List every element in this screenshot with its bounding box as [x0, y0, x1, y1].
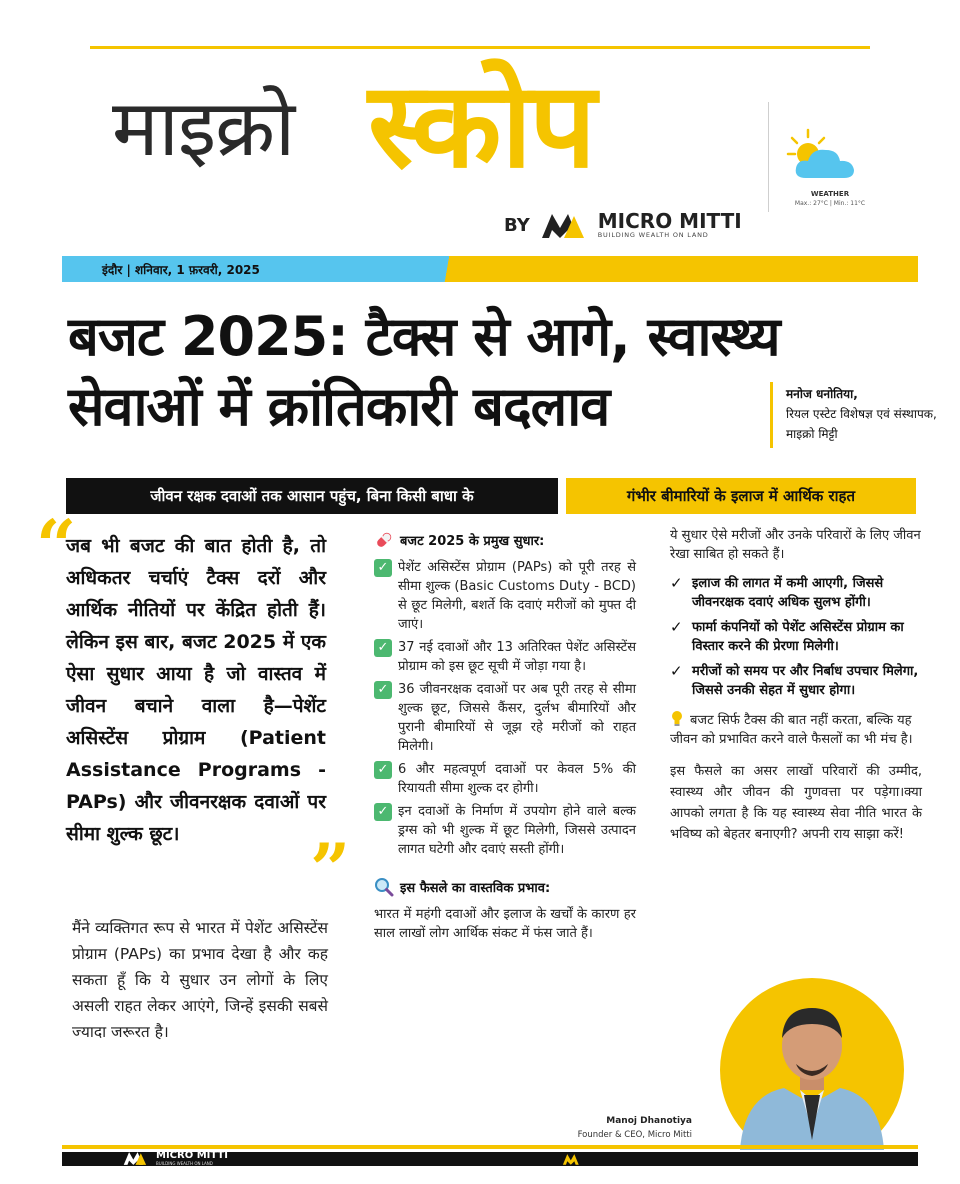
reform-item: [374, 760, 636, 798]
author-role: Founder & CEO, Micro Mitti: [577, 1130, 692, 1140]
quote-open-icon: “: [36, 504, 77, 587]
reforms-column: [374, 530, 636, 943]
byline-role: रियल एस्टेट विशेषज्ञ एवं संस्थापक, माइक्रो मिट्टी: [786, 407, 937, 441]
benefit-item-text: फार्मा कंपनियों को पेशेंट असिस्टेंस प्रोग्राम का विस्तार करने की प्रेरणा मिलेगी।: [692, 620, 904, 654]
benefit-item-text: इलाज की लागत में कमी आएगी, जिससे जीवनरक्षक दवाएं अधिक सुलभ होंगी।: [692, 576, 884, 610]
brand-tagline: BUILDING WEALTH ON LAND: [597, 231, 709, 239]
reform-item: [374, 802, 636, 859]
reform-item: [374, 680, 636, 756]
benefits-intro: ये सुधार ऐसे मरीजों और उनके परिवारों के लिए जीवन रेखा साबित हो सकते हैं।: [670, 528, 921, 562]
footer-brand-name: MICRO MITTI: [156, 1149, 228, 1161]
checkbox-icon: ✓: [374, 639, 392, 657]
by-label: BY: [504, 214, 530, 236]
reform-item-text: पेशेंट असिस्टेंस प्रोग्राम (PAPs) को पूरी तरह से सीमा शुल्क (Basic Customs Duty - BCD) से छूट मिलेगी, बशर्ते कि दवाएं मरीजों को मुफ्त दी जाएं।: [398, 560, 636, 632]
check-mark-icon: ✓: [670, 618, 683, 636]
partly-cloudy-icon: [786, 128, 860, 184]
reforms-heading-text: बजट 2025 के प्रमुख सुधार:: [400, 534, 545, 549]
footer-logo-mark-icon: [562, 1152, 584, 1166]
pill-icon: [374, 530, 394, 550]
subhead-yellow: गंभीर बीमारियों के इलाज में आर्थिक राहत: [566, 478, 916, 514]
impact-paragraph: भारत में महंगी दवाओं और इलाज के खर्चों के कारण हर साल लाखों लोग आर्थिक संकट में फंस जाते हैं।: [374, 907, 636, 941]
checkbox-icon: ✓: [374, 761, 392, 779]
weather-label: WEATHER: [810, 190, 850, 198]
closing-paragraph: इस फैसले का असर लाखों परिवारों की उम्मीद, स्वास्थ्य और जीवन की गुणवत्ता पर पड़ेगा।क्या आपको लगता है कि यह स्वास्थ्य सेवा नीति भारत के भविष्य को बेहतर बनाएगी? अपनी राय साझा करें!: [670, 764, 922, 842]
benefit-item: [670, 618, 922, 656]
byline-accent-bar: [770, 382, 773, 448]
masthead-title-light: माइक्रो: [112, 84, 295, 174]
reform-item-text: 36 जीवनरक्षक दवाओं पर अब पूरी तरह से सीमा शुल्क छूट, जिससे कैंसर, दुर्लभ बीमारियों और पुरानी बीमारियों से जूझ रहे मरीजों को राहत मिलेगी।: [398, 682, 636, 754]
reforms-heading: [374, 530, 636, 550]
headline-line-1: बजट 2025: टैक्स से आगे, स्वास्थ्य: [68, 305, 780, 368]
checkbox-icon: ✓: [374, 803, 392, 821]
masthead-brand-row: [504, 210, 742, 240]
brand-name-block: [598, 211, 742, 239]
byline: [786, 384, 956, 444]
benefits-column: [670, 526, 922, 845]
author-portrait: [700, 970, 920, 1150]
intro-paragraph: मैंने व्यक्तिगत रूप से भारत में पेशेंट असिस्टेंस प्रोग्राम (PAPs) का प्रभाव देखा है और कह सकता हूँ कि ये सुधार उन लोगों के लिए असली राहत लेकर आएंगे, जिन्हें इसकी सबसे ज्यादा जरूरत है।: [72, 919, 328, 1041]
reform-item-text: 37 नई दवाओं और 13 अतिरिक्त पेशेंट असिस्टेंस प्रोग्राम को इस छूट सूची में जोड़ा गया है।: [398, 640, 636, 674]
quote-close-icon: ”: [310, 828, 351, 911]
weather-divider: [768, 102, 769, 212]
byline-name: मनोज धनोतिया,: [786, 387, 858, 401]
check-mark-icon: ✓: [670, 662, 683, 680]
weather-range: Max.: 27°C | Min.: 11°C: [794, 200, 866, 207]
impact-heading-text: इस फैसले का वास्तविक प्रभाव:: [400, 881, 551, 896]
brand-name: MICRO MITTI: [597, 209, 742, 233]
micro-mitti-logo-icon: [540, 210, 590, 240]
benefit-item-text: मरीजों को समय पर और निर्बाध उपचार मिलेगा, जिससे उनकी सेहत में सुधार होगा।: [692, 664, 919, 698]
footer-logo: [120, 1150, 228, 1166]
author-name: Manoj Dhanotiya: [606, 1116, 692, 1126]
reform-item-text: 6 और महत्वपूर्ण दवाओं पर केवल 5% की रियायती सीमा शुल्क दर होगी।: [398, 762, 636, 796]
checkbox-icon: ✓: [374, 559, 392, 577]
reform-item-text: इन दवाओं के निर्माण में उपयोग होने वाले बल्क ड्रग्स को भी शुल्क में छूट मिलेगी, जिससे उत्पादन लागत घटेगी और दवाएं सस्ती होंगी।: [398, 804, 636, 857]
bulb-text: बजट सिर्फ टैक्स की बात नहीं करता, बल्कि यह जीवन को प्रभावित करने वाले फैसलों का भी मंच है।: [670, 713, 913, 747]
dateline-text: इंदौर | शनिवार, 1 फ़रवरी, 2025: [102, 263, 260, 277]
micro-mitti-logo-icon: [120, 1150, 152, 1166]
dateline-bar: [62, 256, 918, 282]
subhead-black: जीवन रक्षक दवाओं तक आसान पहुंच, बिना किसी बाधा के: [66, 478, 558, 514]
impact-heading: [374, 877, 636, 897]
bulb-paragraph: [670, 710, 922, 749]
headline-line-2: सेवाओं में क्रांतिकारी बदलाव: [68, 375, 610, 438]
check-mark-icon: ✓: [670, 574, 683, 592]
footer-brand-tagline: BUILDING WEALTH ON LAND: [156, 1160, 213, 1166]
light-bulb-icon: [670, 710, 684, 726]
headline: [68, 302, 908, 442]
benefit-item: [670, 662, 922, 700]
reform-item: [374, 558, 636, 634]
magnifier-icon: [374, 877, 394, 897]
footer-accent-line: [62, 1145, 918, 1149]
footer-brand-block: [152, 1151, 228, 1166]
masthead-title-bold: स्कोप: [368, 56, 594, 194]
checkbox-icon: ✓: [374, 681, 392, 699]
pull-quote: जब भी बजट की बात होती है, तो अधिकतर चर्चाएं टैक्स दरों और आर्थिक नीतियों पर केंद्रित होती हैं। लेकिन इस बार, बजट 2025 में एक ऐसा सुधार आया है जो वास्तव में जीवन बचाने वाला है—पेशेंट असिस्टेंस प्रोग्राम (Patient Assistance Programs - PAPs) और जीवनरक्षक दवाओं पर सीमा शुल्क छूट।: [66, 535, 326, 845]
benefit-item: [670, 574, 922, 612]
reform-item: [374, 638, 636, 676]
